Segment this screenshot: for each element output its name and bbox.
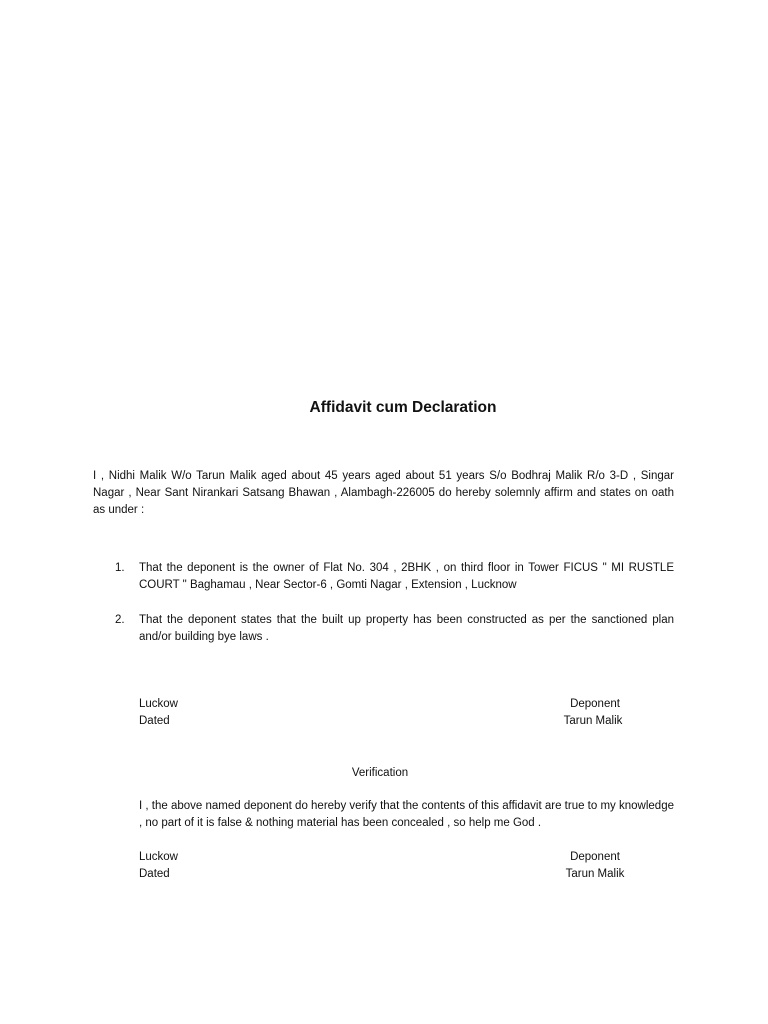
verification-heading: Verification: [351, 767, 409, 779]
list-item-text: That the deponent is the owner of Flat No. 304 , 2BHK , on third floor in Tower FICUS " MI RUSTLE COURT " Baghamau , Near Sector-6 , Gomti Nagar , Extension , Lucknow: [139, 562, 674, 591]
list-item-number: 2.: [115, 614, 125, 626]
signature-name: Tarun Malik: [563, 715, 623, 727]
signature-dated: Dated: [139, 868, 170, 880]
verification-text: I , the above named deponent do hereby verify that the contents of this affidavit are true to my knowledge , no part of it is false & nothing material has been concealed , so help me God .: [139, 800, 674, 829]
signature-name: Tarun Malik: [565, 868, 625, 880]
list-item-number: 1.: [115, 562, 125, 574]
list-item-text: That the deponent states that the built up property has been constructed as per the sanctioned plan and/or building bye laws .: [139, 614, 674, 643]
signature-dated: Dated: [139, 715, 170, 727]
signature-role: Deponent: [570, 851, 620, 863]
signature-place: Luckow: [139, 851, 178, 863]
intro-paragraph: I , Nidhi Malik W/o Tarun Malik aged about 45 years aged about 51 years S/o Bodhraj Malik R/o 3-D , Singar Nagar , Near Sant Nirankari Satsang Bhawan , Alambagh-226005 do hereby solemnly affirm and states on oath as under :: [93, 470, 674, 516]
signature-role: Deponent: [570, 698, 620, 710]
signature-place: Luckow: [139, 698, 178, 710]
document-title: Affidavit cum Declaration: [309, 399, 497, 416]
